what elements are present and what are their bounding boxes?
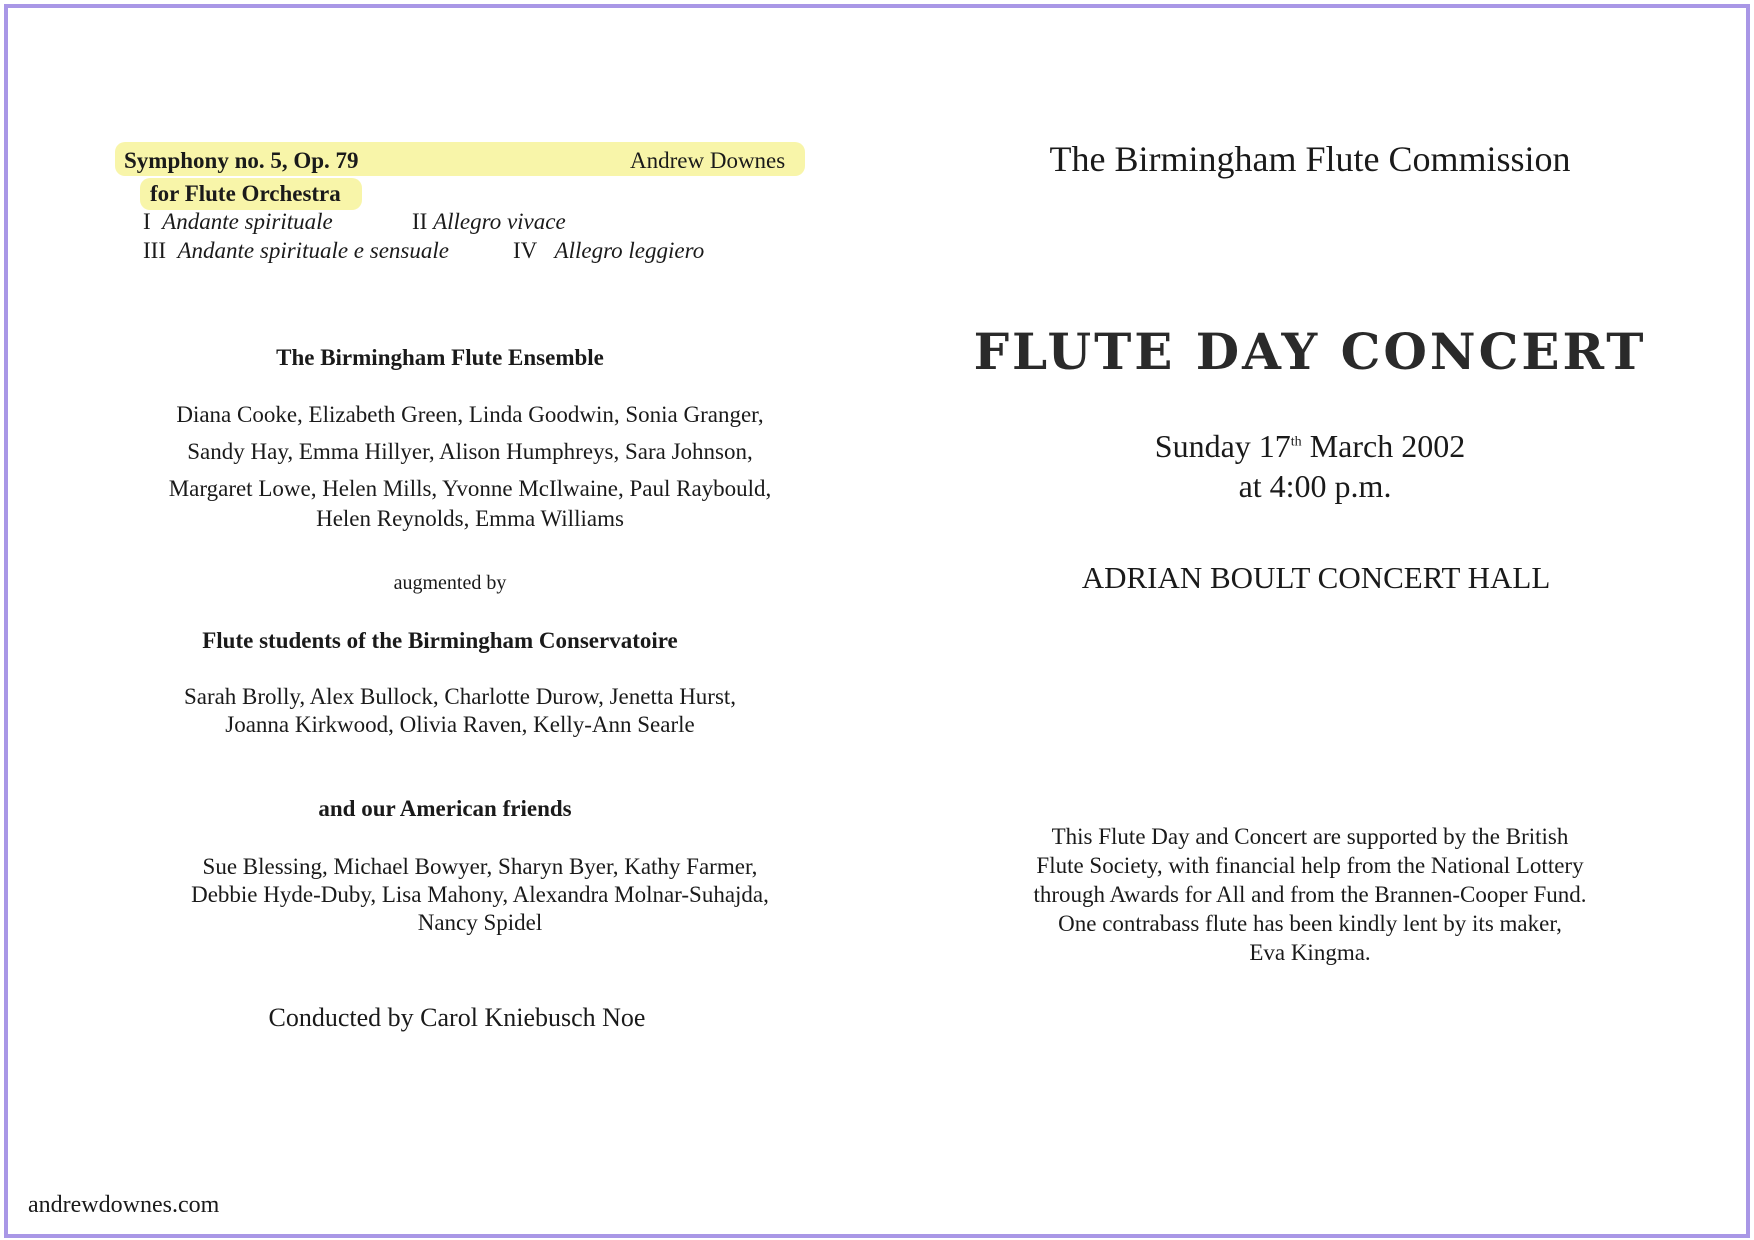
ensemble-line: Helen Reynolds, Emma Williams: [316, 506, 624, 531]
movement-2: II Allegro vivace: [412, 209, 566, 234]
support-line: One contrabass flute has been kindly lent by its maker,: [1058, 911, 1562, 936]
concert-time: at 4:00 p.m.: [1238, 468, 1392, 504]
support-line: Flute Society, with financial help from the National Lottery: [1036, 853, 1584, 878]
american-members: [130, 850, 830, 940]
support-statement: [960, 822, 1660, 967]
ensemble-line: Margaret Lowe, Helen Mills, Yvonne McIlwaine, Paul Raybould,: [168, 476, 772, 501]
ensemble-members: [120, 398, 820, 536]
support-line: through Awards for All and from the Brannen-Cooper Fund.: [1033, 882, 1587, 907]
movement-3: III Andante spirituale e sensuale: [143, 238, 449, 263]
conductor-credit: Conducted by Carol Kniebusch Noe: [268, 1003, 646, 1032]
american-line: Debbie Hyde-Duby, Lisa Mahony, Alexandra Molnar-Suhajda,: [191, 882, 769, 907]
piece-subtitle: for Flute Orchestra: [150, 181, 341, 206]
students-heading: Flute students of the Birmingham Conservatoire: [202, 628, 678, 653]
students-line: Sarah Brolly, Alex Bullock, Charlotte Durow, Jenetta Hurst,: [183, 684, 737, 709]
concert-title: FLUTE DAY CONCERT: [973, 322, 1647, 381]
venue-name: ADRIAN BOULT CONCERT HALL: [1081, 560, 1551, 595]
ensemble-heading: The Birmingham Flute Ensemble: [276, 345, 604, 370]
ensemble-line: Diana Cooke, Elizabeth Green, Linda Goodwin, Sonia Granger,: [176, 402, 764, 427]
commission-name: The Birmingham Flute Commission: [1049, 139, 1571, 179]
support-line: Eva Kingma.: [1249, 940, 1371, 965]
movement-1: I Andante spirituale: [143, 209, 333, 234]
american-line: Nancy Spidel: [417, 910, 543, 935]
students-members: [110, 680, 810, 742]
ensemble-line: Sandy Hay, Emma Hillyer, Alison Humphreys, Sara Johnson,: [187, 439, 753, 464]
piece-title: Symphony no. 5, Op. 79: [124, 148, 359, 173]
website-link[interactable]: andrewdownes.com: [28, 1192, 220, 1218]
movement-4: IV Allegro leggiero: [513, 238, 705, 263]
american-heading: and our American friends: [318, 796, 572, 821]
students-line: Joanna Kirkwood, Olivia Raven, Kelly-Ann Searle: [225, 712, 695, 737]
support-line: This Flute Day and Concert are supported by the British: [1051, 824, 1569, 849]
augmented-by: augmented by: [393, 572, 507, 594]
composer-name: Andrew Downes: [630, 148, 786, 173]
american-line: Sue Blessing, Michael Bowyer, Sharyn Byer, Kathy Farmer,: [202, 854, 758, 879]
concert-date: Sunday 17th March 2002: [1154, 428, 1466, 464]
